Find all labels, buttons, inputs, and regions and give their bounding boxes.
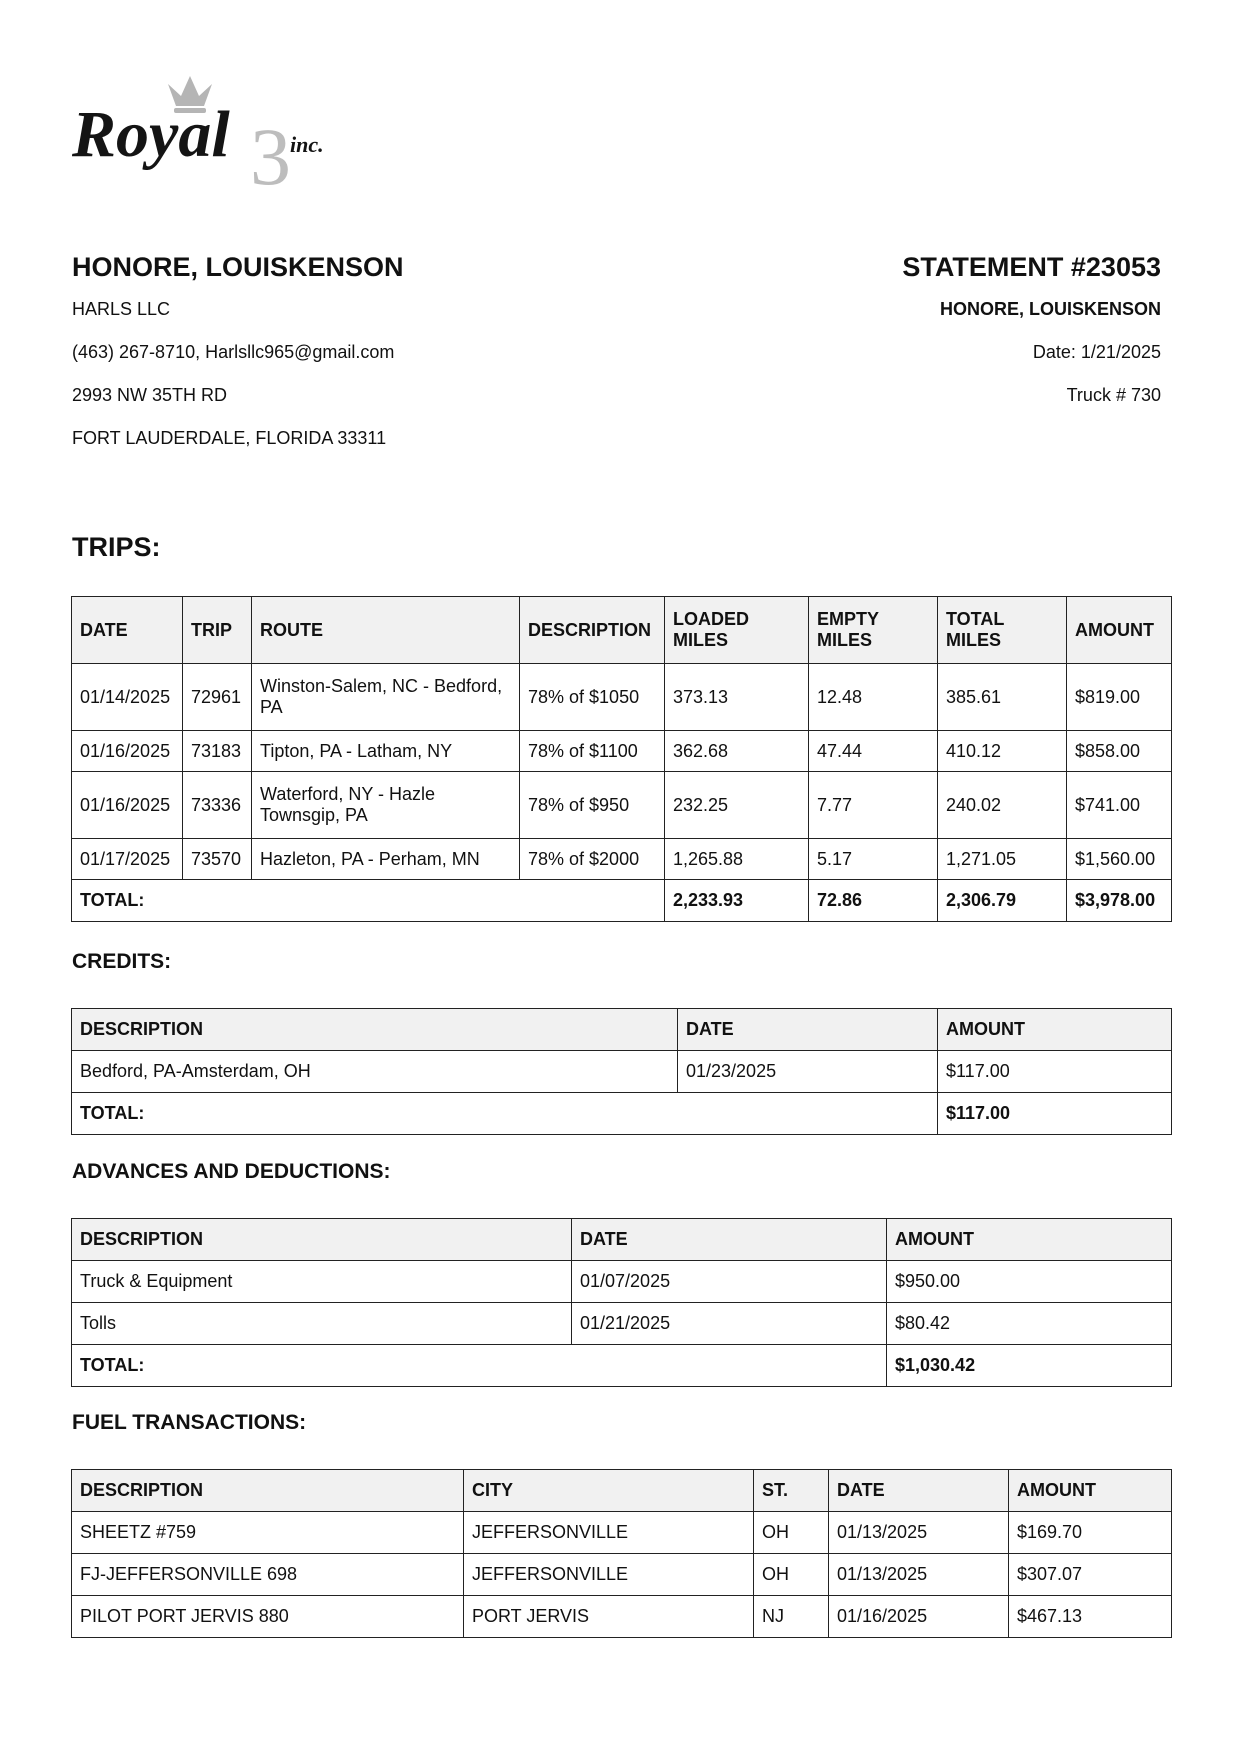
deductions-header-row [72, 1219, 1172, 1261]
statement-name: HONORE, LOUISKENSON [939, 299, 1161, 319]
trip-description: 78% of $2000 [520, 839, 665, 880]
trip-date: 01/14/2025 [72, 664, 183, 731]
credits-title: CREDITS: [72, 950, 172, 973]
deductions-total-amount: $1,030.42 [887, 1345, 1172, 1387]
fuel-amount: $169.70 [1009, 1512, 1172, 1554]
fuel-amount: $467.13 [1009, 1596, 1172, 1638]
table-row [72, 731, 1172, 772]
trip-number: 72961 [183, 664, 252, 731]
trip-route: Tipton, PA - Latham, NY [252, 731, 520, 772]
driver-name: HONORE, LOUISKENSON [72, 252, 404, 282]
trip-loaded-miles: 362.68 [665, 731, 809, 772]
trip-amount: $741.00 [1067, 772, 1172, 839]
deductions-table [71, 1218, 1172, 1387]
driver-company: HARLS LLC [72, 299, 171, 319]
trip-description: 78% of $1050 [520, 664, 665, 731]
credits-col-date: DATE [678, 1009, 938, 1051]
trip-empty-miles: 5.17 [809, 839, 938, 880]
deduction-description: Tolls [72, 1303, 572, 1345]
trip-total-miles: 410.12 [938, 731, 1067, 772]
deductions-col-amount: AMOUNT [887, 1219, 1172, 1261]
trip-amount: $819.00 [1067, 664, 1172, 731]
fuel-description: FJ-JEFFERSONVILLE 698 [72, 1554, 464, 1596]
trips-col-total-miles: TOTAL MILES [938, 597, 1067, 664]
fuel-city: JEFFERSONVILLE [464, 1512, 754, 1554]
svg-text:3: 3 [250, 111, 291, 196]
statement-truck: Truck # 730 [1066, 385, 1161, 405]
deduction-date: 01/07/2025 [572, 1261, 887, 1303]
deduction-date: 01/21/2025 [572, 1303, 887, 1345]
trip-date: 01/16/2025 [72, 772, 183, 839]
trip-route: Waterford, NY - Hazle Townsgip, PA [252, 772, 520, 839]
trip-total-miles: 240.02 [938, 772, 1067, 839]
trips-total-miles: 2,306.79 [938, 880, 1067, 922]
table-row [72, 1596, 1172, 1638]
trips-col-description: DESCRIPTION [520, 597, 665, 664]
table-row [72, 1512, 1172, 1554]
fuel-state: NJ [754, 1596, 829, 1638]
trips-total-empty-miles: 72.86 [809, 880, 938, 922]
fuel-date: 01/13/2025 [829, 1512, 1009, 1554]
company-logo [72, 76, 382, 196]
trip-date: 01/16/2025 [72, 731, 183, 772]
fuel-date: 01/13/2025 [829, 1554, 1009, 1596]
trip-loaded-miles: 232.25 [665, 772, 809, 839]
credit-amount: $117.00 [938, 1051, 1172, 1093]
credits-total-label: TOTAL: [72, 1093, 938, 1135]
deductions-col-description: DESCRIPTION [72, 1219, 572, 1261]
trips-col-trip: TRIP [183, 597, 252, 664]
trips-col-date: DATE [72, 597, 183, 664]
svg-text:inc.: inc. [290, 132, 324, 157]
trip-number: 73183 [183, 731, 252, 772]
statement-date: Date: 1/21/2025 [1032, 342, 1161, 362]
trip-total-miles: 1,271.05 [938, 839, 1067, 880]
trips-col-route: ROUTE [252, 597, 520, 664]
trip-loaded-miles: 373.13 [665, 664, 809, 731]
fuel-state: OH [754, 1512, 829, 1554]
credits-table [71, 1008, 1172, 1135]
trip-empty-miles: 7.77 [809, 772, 938, 839]
deductions-total-label: TOTAL: [72, 1345, 887, 1387]
deductions-col-date: DATE [572, 1219, 887, 1261]
trip-amount: $858.00 [1067, 731, 1172, 772]
deduction-description: Truck & Equipment [72, 1261, 572, 1303]
fuel-date: 01/16/2025 [829, 1596, 1009, 1638]
fuel-amount: $307.07 [1009, 1554, 1172, 1596]
fuel-state: OH [754, 1554, 829, 1596]
trip-amount: $1,560.00 [1067, 839, 1172, 880]
trip-total-miles: 385.61 [938, 664, 1067, 731]
deductions-title: ADVANCES AND DEDUCTIONS: [72, 1160, 391, 1183]
table-row [72, 1051, 1172, 1093]
table-row [72, 839, 1172, 880]
trip-number: 73570 [183, 839, 252, 880]
trip-loaded-miles: 1,265.88 [665, 839, 809, 880]
trips-title: TRIPS: [72, 532, 161, 562]
fuel-description: PILOT PORT JERVIS 880 [72, 1596, 464, 1638]
statement-title: STATEMENT #23053 [902, 252, 1161, 282]
credits-total-amount: $117.00 [938, 1093, 1172, 1135]
fuel-col-amount: AMOUNT [1009, 1470, 1172, 1512]
fuel-table [71, 1469, 1172, 1638]
trip-date: 01/17/2025 [72, 839, 183, 880]
trip-description: 78% of $1100 [520, 731, 665, 772]
trips-col-loaded-miles: LOADED MILES [665, 597, 809, 664]
table-row [72, 1303, 1172, 1345]
fuel-col-description: DESCRIPTION [72, 1470, 464, 1512]
table-row [72, 1261, 1172, 1303]
fuel-col-date: DATE [829, 1470, 1009, 1512]
credits-header-row [72, 1009, 1172, 1051]
driver-address-line2: FORT LAUDERDALE, FLORIDA 33311 [72, 428, 387, 448]
svg-text:Royal: Royal [72, 98, 230, 171]
driver-contact: (463) 267-8710, Harlsllc965@gmail.com [72, 342, 395, 362]
trips-total-loaded-miles: 2,233.93 [665, 880, 809, 922]
trips-col-empty-miles: EMPTY MILES [809, 597, 938, 664]
credits-col-description: DESCRIPTION [72, 1009, 678, 1051]
trip-route: Winston-Salem, NC - Bedford, PA [252, 664, 520, 731]
trips-table [71, 596, 1172, 922]
trip-empty-miles: 47.44 [809, 731, 938, 772]
deduction-amount: $80.42 [887, 1303, 1172, 1345]
fuel-city: JEFFERSONVILLE [464, 1554, 754, 1596]
trips-total-label: TOTAL: [72, 880, 665, 922]
credit-description: Bedford, PA-Amsterdam, OH [72, 1051, 678, 1093]
statement-info [902, 250, 1161, 427]
driver-address-line1: 2993 NW 35TH RD [72, 385, 228, 405]
credit-date: 01/23/2025 [678, 1051, 938, 1093]
table-row [72, 772, 1172, 839]
fuel-header-row [72, 1470, 1172, 1512]
credits-col-amount: AMOUNT [938, 1009, 1172, 1051]
fuel-title: FUEL TRANSACTIONS: [72, 1411, 307, 1434]
fuel-city: PORT JERVIS [464, 1596, 754, 1638]
deduction-amount: $950.00 [887, 1261, 1172, 1303]
trip-empty-miles: 12.48 [809, 664, 938, 731]
fuel-description: SHEETZ #759 [72, 1512, 464, 1554]
fuel-col-city: CITY [464, 1470, 754, 1512]
trip-description: 78% of $950 [520, 772, 665, 839]
trip-number: 73336 [183, 772, 252, 839]
credits-total-row [72, 1093, 1172, 1135]
table-row [72, 664, 1172, 731]
trips-col-amount: AMOUNT [1067, 597, 1172, 664]
deductions-total-row [72, 1345, 1172, 1387]
trips-total-amount: $3,978.00 [1067, 880, 1172, 922]
fuel-col-state: ST. [754, 1470, 829, 1512]
trip-route: Hazleton, PA - Perham, MN [252, 839, 520, 880]
driver-info [72, 250, 404, 470]
table-row [72, 1554, 1172, 1596]
trips-header-row [72, 597, 1172, 664]
trips-total-row [72, 880, 1172, 922]
